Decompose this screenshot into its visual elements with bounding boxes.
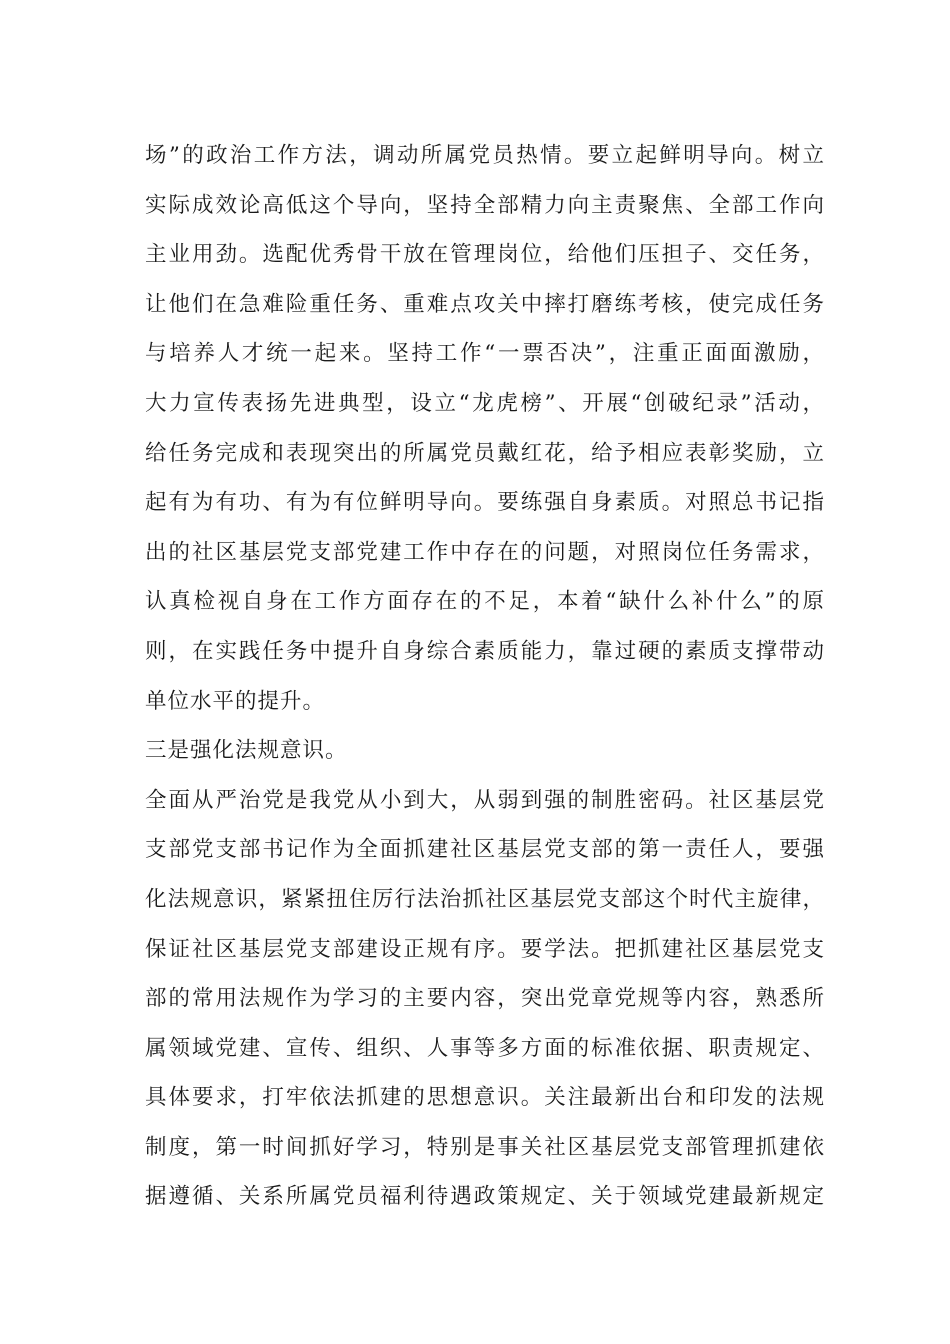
text-line: 属领域党建、宣传、组织、人事等多方面的标准依据、职责规定、 — [145, 1035, 825, 1061]
text-line: 单位水平的提升。 — [145, 688, 326, 714]
text-line: 实际成效论高低这个导向，坚持全部精力向主责聚焦、全部工作向 — [145, 192, 825, 218]
text-line: 大力宣传表扬先进典型，设立“龙虎榜”、开展“创破纪录”活动， — [145, 390, 825, 416]
document-body — [145, 131, 825, 1222]
text-line: 部的常用法规作为学习的主要内容，突出党章党规等内容，熟悉所 — [145, 986, 825, 1012]
text-line: 支部党支部书记作为全面抓建社区基层党支部的第一责任人，要强 — [145, 837, 825, 863]
text-line: 出的社区基层党支部党建工作中存在的问题，对照岗位任务需求， — [145, 539, 825, 565]
text-line: 制度，第一时间抓好学习，特别是事关社区基层党支部管理抓建依 — [145, 1134, 825, 1160]
text-line: 给任务完成和表现突出的所属党员戴红花，给予相应表彰奖励，立 — [145, 440, 825, 466]
text-line: 具体要求，打牢依法抓建的思想意识。关注最新出台和印发的法规 — [145, 1085, 825, 1111]
text-line: 与培养人才统一起来。坚持工作“一票否决”，注重正面面激励， — [145, 341, 825, 367]
text-line: 化法规意识，紧紧扭住厉行法治抓社区基层党支部这个时代主旋律， — [145, 886, 825, 912]
text-line: 全面从严治党是我党从小到大，从弱到强的制胜密码。社区基层党 — [145, 787, 825, 813]
text-line: 场”的政治工作方法，调动所属党员热情。要立起鲜明导向。树立 — [145, 143, 825, 168]
text-line: 保证社区基层党支部建设正规有序。要学法。把抓建社区基层党支 — [145, 936, 825, 962]
text-line: 起有为有功、有为有位鲜明导向。要练强自身素质。对照总书记指 — [145, 490, 825, 516]
text-line: 据遵循、关系所属党员福利待遇政策规定、关于领域党建最新规定 — [145, 1184, 825, 1210]
text-line: 则，在实践任务中提升自身综合素质能力，靠过硬的素质支撑带动 — [145, 638, 825, 664]
text-line: 认真检视自身在工作方面存在的不足，本着“缺什么补什么”的原 — [145, 589, 825, 615]
text-line: 主业用劲。选配优秀骨干放在管理岗位，给他们压担子、交任务， — [145, 242, 825, 268]
section-heading: 三是强化法规意识。 — [145, 738, 348, 764]
text-line: 让他们在急难险重任务、重难点攻关中摔打磨练考核，使完成任务 — [145, 291, 825, 317]
